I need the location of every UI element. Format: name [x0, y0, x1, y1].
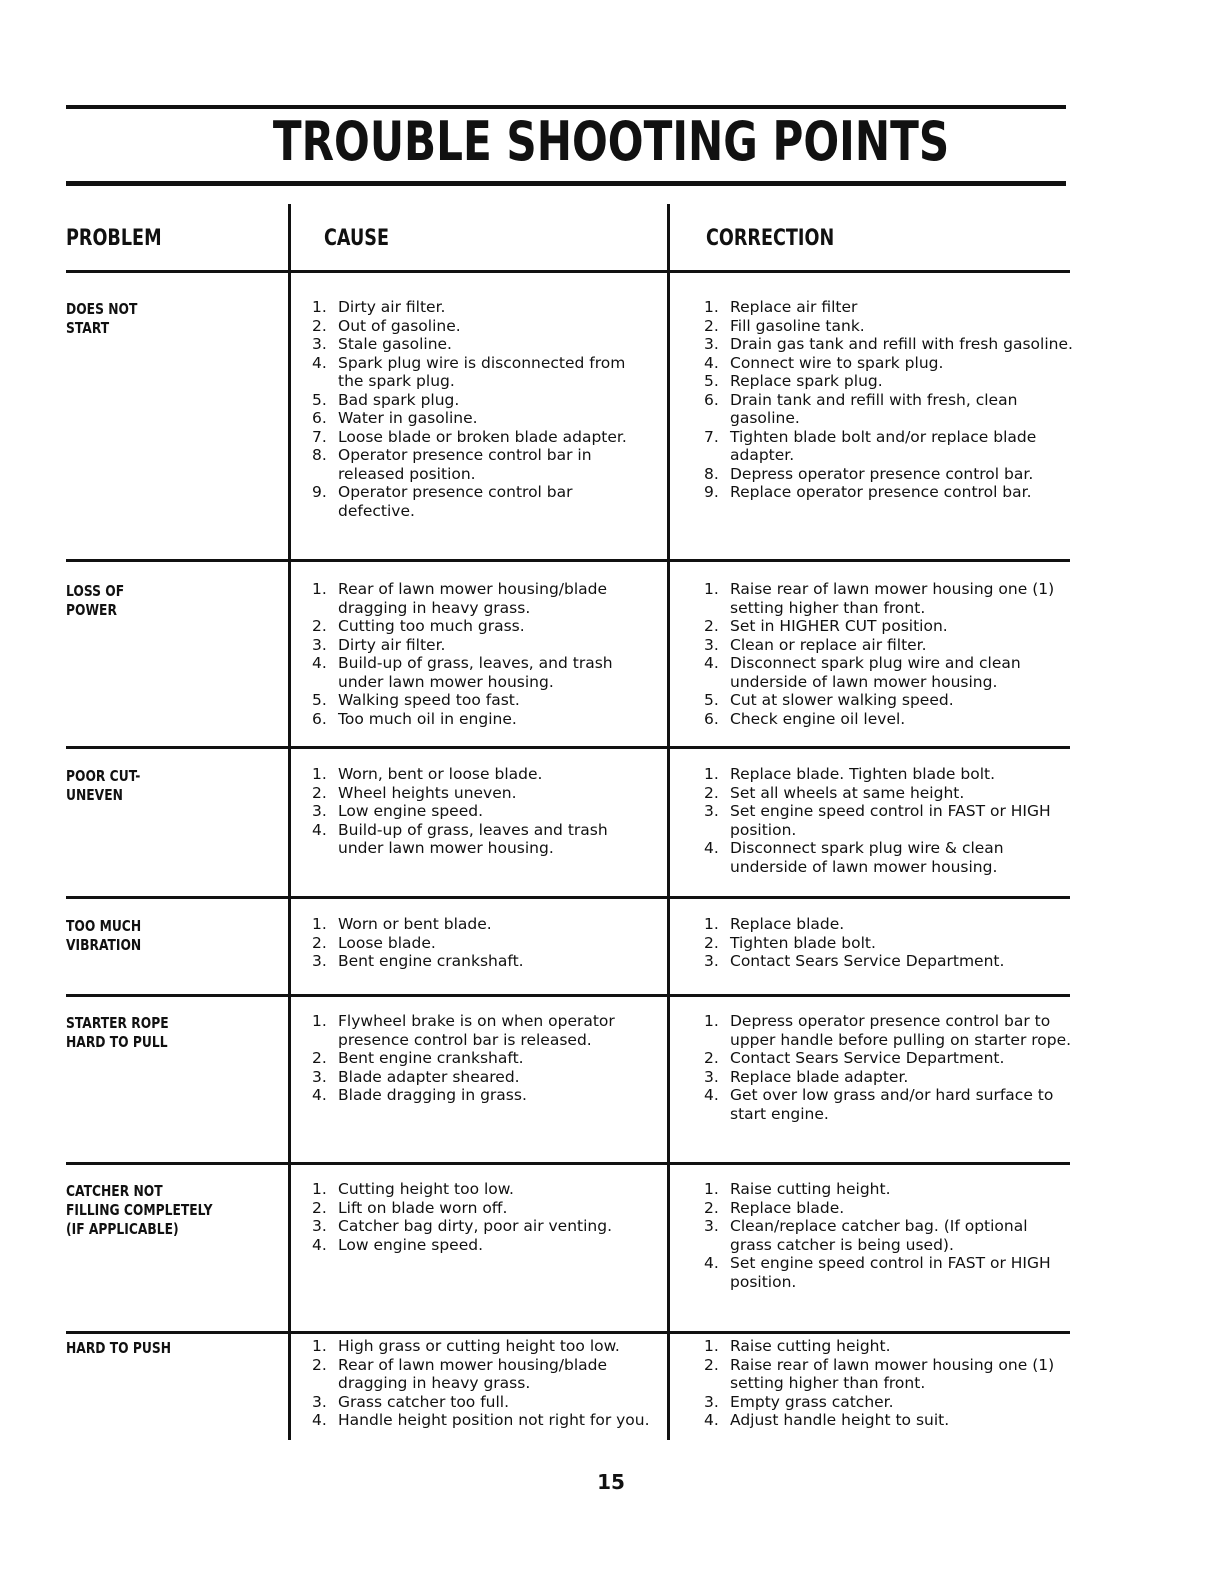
item-text: Loose blade.: [338, 933, 436, 952]
cause-list: [312, 1012, 652, 1105]
correction-item: [704, 802, 1074, 839]
item-number: 2.: [312, 1198, 327, 1217]
item-number: 2.: [704, 617, 719, 635]
item-number: 3.: [312, 1217, 327, 1235]
item-text: Bent engine crankshaft.: [338, 1049, 524, 1067]
item-number: 1.: [704, 1337, 719, 1355]
item-text: Dirty air filter.: [338, 635, 446, 654]
item-text: Dirty air filter.: [338, 298, 446, 316]
item-number: 2.: [312, 1355, 327, 1374]
item-number: 1.: [704, 580, 719, 598]
page-title: TROUBLE SHOOTING POINTS: [272, 110, 950, 173]
item-text: Check engine oil level.: [730, 709, 906, 728]
cause-item: [312, 1068, 652, 1087]
item-text: Replace blade. Tighten blade bolt.: [730, 765, 996, 783]
item-text: Spark plug wire is disconnected from the spark plug.: [338, 353, 626, 390]
correction-item: [704, 1411, 1074, 1430]
correction-item: [704, 1012, 1074, 1049]
page-number: 15: [597, 1470, 625, 1494]
item-text: Fill gasoline tank.: [730, 316, 865, 335]
correction-item: [704, 934, 1074, 953]
item-number: 2.: [312, 1049, 327, 1067]
correction-list: [704, 765, 1074, 876]
problem-label: STARTER ROPE HARD TO PULL: [66, 1014, 169, 1051]
item-text: Disconnect spark plug wire and clean underside of lawn mower housing.: [730, 654, 1021, 691]
item-text: Set all wheels at same height.: [730, 783, 965, 802]
cause-item: [312, 409, 652, 428]
correction-item: [704, 465, 1074, 484]
cause-item: [312, 1393, 652, 1412]
item-text: Bent engine crankshaft.: [338, 952, 524, 970]
correction-item: [704, 428, 1074, 465]
cause-item: [312, 821, 652, 858]
correction-list: [704, 915, 1074, 971]
item-text: Operator presence control bar defective.: [338, 483, 573, 520]
item-number: 6.: [704, 390, 719, 409]
item-number: 6.: [704, 709, 719, 728]
item-number: 9.: [704, 483, 719, 501]
cause-item: [312, 428, 652, 447]
item-number: 3.: [312, 1067, 327, 1086]
item-text: Build-up of grass, leaves and trash under lawn mower housing.: [338, 820, 608, 857]
item-number: 1.: [704, 298, 719, 316]
item-text: Cutting height too low.: [338, 1180, 514, 1198]
column-divider-right: [667, 204, 670, 1440]
cause-item: [312, 1411, 652, 1430]
item-text: Bad spark plug.: [338, 390, 460, 409]
item-number: 4.: [312, 1235, 327, 1254]
item-number: 1.: [312, 1012, 327, 1030]
correction-item: [704, 372, 1074, 391]
item-number: 1.: [312, 580, 327, 598]
correction-item: [704, 1199, 1074, 1218]
correction-item: [704, 784, 1074, 803]
cause-item: [312, 580, 652, 617]
cause-item: [312, 915, 652, 934]
item-number: 6.: [312, 709, 327, 728]
item-text: Depress operator presence control bar to upper handle before pulling on starter rope.: [730, 1012, 1072, 1049]
cause-item: [312, 335, 652, 354]
correction-item: [704, 1217, 1074, 1254]
item-text: Low engine speed.: [338, 1235, 483, 1254]
item-text: Raise rear of lawn mower housing one (1) setting higher than front.: [730, 580, 1055, 617]
correction-item: [704, 391, 1074, 428]
item-text: Build-up of grass, leaves, and trash under lawn mower housing.: [338, 654, 613, 691]
correction-item: [704, 298, 1074, 317]
item-text: Blade dragging in grass.: [338, 1086, 527, 1104]
item-number: 1.: [704, 765, 719, 783]
correction-item: [704, 1049, 1074, 1068]
cause-item: [312, 934, 652, 953]
cause-list: [312, 1337, 652, 1430]
item-text: Replace air filter: [730, 298, 858, 316]
item-text: Water in gasoline.: [338, 409, 478, 427]
item-text: Grass catcher too full.: [338, 1392, 510, 1411]
item-text: Loose blade or broken blade adapter.: [338, 427, 627, 446]
item-number: 4.: [704, 1411, 719, 1429]
item-text: Catcher bag dirty, poor air venting.: [338, 1217, 613, 1235]
cause-item: [312, 784, 652, 803]
item-number: 1.: [704, 1012, 719, 1030]
item-number: 3.: [704, 1217, 719, 1235]
item-text: Cut at slower walking speed.: [730, 691, 954, 709]
row-divider: [66, 746, 1070, 749]
correction-item: [704, 483, 1074, 502]
cause-item: [312, 1049, 652, 1068]
item-text: Operator presence control bar in released position.: [338, 446, 592, 483]
correction-item: [704, 1337, 1074, 1356]
correction-list: [704, 298, 1074, 502]
item-number: 3.: [704, 335, 719, 353]
item-number: 7.: [312, 427, 327, 446]
item-text: Too much oil in engine.: [338, 709, 517, 728]
item-text: Replace blade.: [730, 915, 845, 933]
item-text: Out of gasoline.: [338, 316, 461, 335]
item-number: 5.: [704, 372, 719, 390]
header-cause: CAUSE: [324, 226, 389, 251]
header-rule: [66, 270, 1070, 273]
item-number: 4.: [312, 1086, 327, 1104]
item-text: Adjust handle height to suit.: [730, 1411, 950, 1429]
correction-item: [704, 1068, 1074, 1087]
correction-list: [704, 580, 1074, 728]
item-text: Get over low grass and/or hard surface to start engine.: [730, 1086, 1054, 1123]
cause-item: [312, 952, 652, 971]
correction-item: [704, 317, 1074, 336]
item-number: 1.: [312, 1180, 327, 1198]
cause-item: [312, 354, 652, 391]
item-text: Connect wire to spark plug.: [730, 353, 944, 372]
item-text: Tighten blade bolt.: [730, 933, 876, 952]
item-number: 8.: [704, 464, 719, 483]
item-text: Contact Sears Service Department.: [730, 1049, 1005, 1067]
item-text: Set engine speed control in FAST or HIGH position.: [730, 1254, 1051, 1291]
correction-item: [704, 952, 1074, 971]
correction-list: [704, 1337, 1074, 1430]
cause-item: [312, 298, 652, 317]
item-text: Worn or bent blade.: [338, 915, 492, 933]
item-number: 4.: [704, 1254, 719, 1272]
cause-item: [312, 1086, 652, 1105]
item-number: 4.: [312, 1411, 327, 1429]
cause-item: [312, 391, 652, 410]
problem-label: LOSS OF POWER: [66, 582, 125, 619]
item-number: 3.: [312, 802, 327, 820]
correction-item: [704, 354, 1074, 373]
item-number: 1.: [704, 915, 719, 933]
item-number: 3.: [704, 635, 719, 654]
item-text: Raise cutting height.: [730, 1180, 891, 1198]
item-number: 2.: [312, 783, 327, 802]
item-number: 3.: [704, 802, 719, 820]
correction-list: [704, 1180, 1074, 1291]
item-number: 1.: [704, 1180, 719, 1198]
title-underline: [66, 181, 1066, 186]
item-text: Depress operator presence control bar.: [730, 464, 1034, 483]
cause-item: [312, 617, 652, 636]
item-number: 3.: [312, 1392, 327, 1411]
item-text: Rear of lawn mower housing/blade dragging in heavy grass.: [338, 1355, 608, 1392]
item-number: 7.: [704, 427, 719, 446]
cause-item: [312, 710, 652, 729]
item-text: Replace operator presence control bar.: [730, 483, 1032, 501]
cause-item: [312, 765, 652, 784]
correction-item: [704, 691, 1074, 710]
item-text: Blade adapter sheared.: [338, 1067, 520, 1086]
item-text: Clean or replace air filter.: [730, 635, 927, 654]
correction-item: [704, 335, 1074, 354]
item-text: Drain tank and refill with fresh, clean gasoline.: [730, 390, 1018, 427]
cause-item: [312, 483, 652, 520]
item-number: 2.: [704, 1049, 719, 1067]
item-number: 1.: [312, 1337, 327, 1355]
item-number: 4.: [312, 654, 327, 672]
item-text: Replace blade adapter.: [730, 1067, 909, 1086]
top-rule: [66, 105, 1066, 109]
cause-item: [312, 636, 652, 655]
item-text: Raise cutting height.: [730, 1337, 891, 1355]
cause-item: [312, 446, 652, 483]
cause-item: [312, 802, 652, 821]
cause-list: [312, 765, 652, 858]
correction-item: [704, 1356, 1074, 1393]
item-number: 4.: [704, 839, 719, 857]
cause-item: [312, 1199, 652, 1218]
correction-item: [704, 710, 1074, 729]
item-number: 1.: [312, 915, 327, 933]
item-text: Raise rear of lawn mower housing one (1) setting higher than front.: [730, 1355, 1055, 1392]
row-divider: [66, 994, 1070, 997]
correction-item: [704, 765, 1074, 784]
item-text: Clean/replace catcher bag. (If optional grass catcher is being used).: [730, 1217, 1028, 1254]
item-text: Lift on blade worn off.: [338, 1198, 508, 1217]
row-divider: [66, 559, 1070, 562]
item-text: Low engine speed.: [338, 802, 483, 820]
item-text: Replace spark plug.: [730, 372, 883, 390]
correction-item: [704, 580, 1074, 617]
item-number: 5.: [704, 691, 719, 709]
item-number: 9.: [312, 483, 327, 501]
problem-label: TOO MUCH VIBRATION: [66, 917, 142, 954]
column-divider-left: [288, 204, 291, 1440]
item-text: Rear of lawn mower housing/blade dragging in heavy grass.: [338, 580, 608, 617]
correction-item: [704, 915, 1074, 934]
item-number: 2.: [704, 316, 719, 335]
item-text: Tighten blade bolt and/or replace blade adapter.: [730, 427, 1037, 464]
item-text: Contact Sears Service Department.: [730, 952, 1005, 970]
item-number: 1.: [312, 765, 327, 783]
cause-item: [312, 1337, 652, 1356]
item-number: 3.: [704, 1392, 719, 1411]
item-text: High grass or cutting height too low.: [338, 1337, 620, 1355]
item-number: 2.: [704, 783, 719, 802]
cause-list: [312, 1180, 652, 1254]
item-number: 8.: [312, 446, 327, 464]
item-text: Disconnect spark plug wire & clean underside of lawn mower housing.: [730, 839, 1004, 876]
item-number: 2.: [312, 617, 327, 635]
row-divider: [66, 1162, 1070, 1165]
cause-item: [312, 1236, 652, 1255]
correction-item: [704, 617, 1074, 636]
correction-item: [704, 1086, 1074, 1123]
item-text: Drain gas tank and refill with fresh gasoline.: [730, 335, 1073, 353]
item-text: Set engine speed control in FAST or HIGH position.: [730, 802, 1051, 839]
correction-item: [704, 1393, 1074, 1412]
cause-item: [312, 1180, 652, 1199]
correction-list: [704, 1012, 1074, 1123]
item-number: 6.: [312, 409, 327, 427]
item-text: Walking speed too fast.: [338, 691, 520, 709]
cause-item: [312, 317, 652, 336]
correction-item: [704, 839, 1074, 876]
item-number: 2.: [704, 933, 719, 952]
problem-label: DOES NOT START: [66, 300, 138, 337]
row-divider: [66, 1331, 1070, 1334]
item-text: Set in HIGHER CUT position.: [730, 617, 948, 635]
correction-item: [704, 1180, 1074, 1199]
item-number: 5.: [312, 390, 327, 409]
item-number: 4.: [704, 353, 719, 372]
correction-item: [704, 654, 1074, 691]
item-text: Worn, bent or loose blade.: [338, 765, 543, 783]
item-number: 1.: [312, 298, 327, 316]
cause-item: [312, 1356, 652, 1393]
item-number: 3.: [312, 635, 327, 654]
item-number: 3.: [312, 335, 327, 353]
item-text: Stale gasoline.: [338, 335, 452, 353]
item-text: Replace blade.: [730, 1198, 845, 1217]
item-text: Flywheel brake is on when operator presence control bar is released.: [338, 1012, 615, 1049]
item-number: 2.: [312, 933, 327, 952]
cause-list: [312, 580, 652, 728]
item-number: 5.: [312, 691, 327, 709]
item-text: Cutting too much grass.: [338, 617, 525, 635]
item-text: Empty grass catcher.: [730, 1392, 894, 1411]
item-number: 3.: [704, 952, 719, 970]
item-number: 2.: [704, 1355, 719, 1374]
cause-item: [312, 691, 652, 710]
item-number: 3.: [704, 1067, 719, 1086]
problem-label: CATCHER NOT FILLING COMPLETELY (IF APPLICABLE): [66, 1182, 213, 1238]
problem-label: POOR CUT- UNEVEN: [66, 767, 141, 804]
item-number: 4.: [312, 353, 327, 372]
cause-list: [312, 915, 652, 971]
item-text: Wheel heights uneven.: [338, 783, 517, 802]
item-text: Handle height position not right for you.: [338, 1411, 650, 1429]
problem-label: HARD TO PUSH: [66, 1339, 172, 1357]
cause-list: [312, 298, 652, 520]
header-problem: PROBLEM: [66, 226, 162, 251]
item-number: 4.: [704, 1086, 719, 1104]
row-divider: [66, 896, 1070, 899]
item-number: 2.: [312, 316, 327, 335]
cause-item: [312, 1217, 652, 1236]
item-number: 3.: [312, 952, 327, 970]
item-number: 4.: [704, 654, 719, 672]
cause-item: [312, 654, 652, 691]
item-number: 2.: [704, 1198, 719, 1217]
correction-item: [704, 1254, 1074, 1291]
cause-item: [312, 1012, 652, 1049]
item-number: 4.: [312, 820, 327, 839]
header-correction: CORRECTION: [706, 226, 835, 251]
correction-item: [704, 636, 1074, 655]
